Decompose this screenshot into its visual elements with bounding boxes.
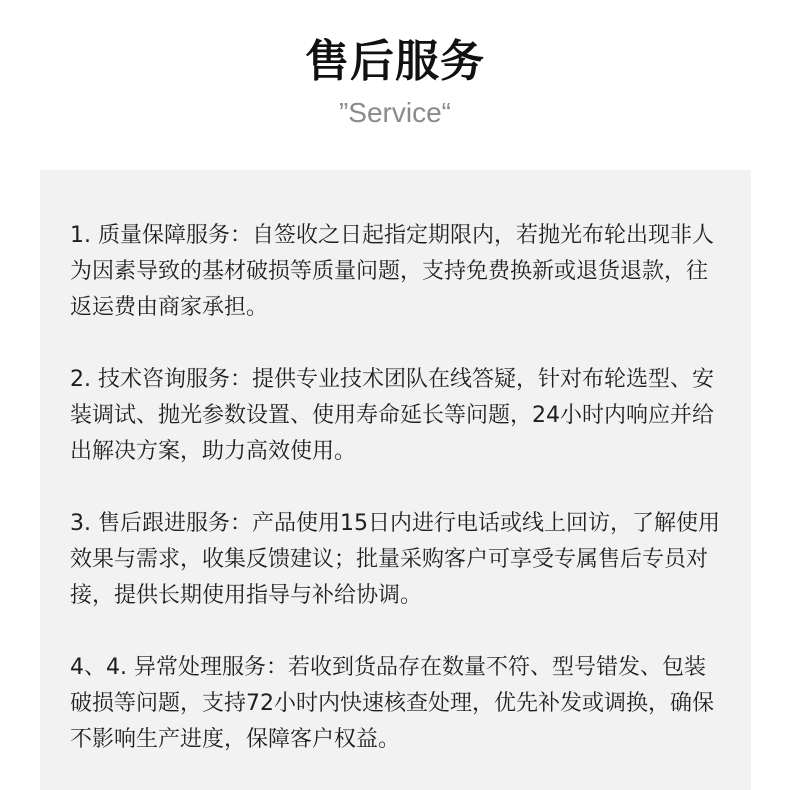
- service-item-followup: 3. 售后跟进服务：产品使用15日内进行电话或线上回访，了解使用效果与需求，收集反馈建议；批量采购客户可享受专属售后专员对接，提供长期使用指导与补给协调。: [70, 511, 720, 608]
- service-item-consulting: 2. 技术咨询服务：提供专业技术团队在线答疑，针对布轮选型、安装调试、抛光参数设置、使用寿命延长等问题，24小时内响应并给出解决方案，助力高效使用。: [70, 367, 714, 464]
- service-content-panel: [40, 170, 751, 790]
- page-subtitle: ”Service“: [338, 97, 451, 128]
- service-item-quality: 1. 质量保障服务：自签收之日起指定期限内，若抛光布轮出现非人为因素导致的基材破损等质量问题，支持免费换新或退货退款，往返运费由商家承担。: [70, 223, 714, 320]
- page-title: 售后服务: [305, 36, 485, 87]
- service-item-exception: 4、4. 异常处理服务：若收到货品存在数量不符、型号错发、包装破损等问题，支持72小时内快速核查处理，优先补发或调换，确保不影响生产进度，保障客户权益。: [70, 655, 714, 752]
